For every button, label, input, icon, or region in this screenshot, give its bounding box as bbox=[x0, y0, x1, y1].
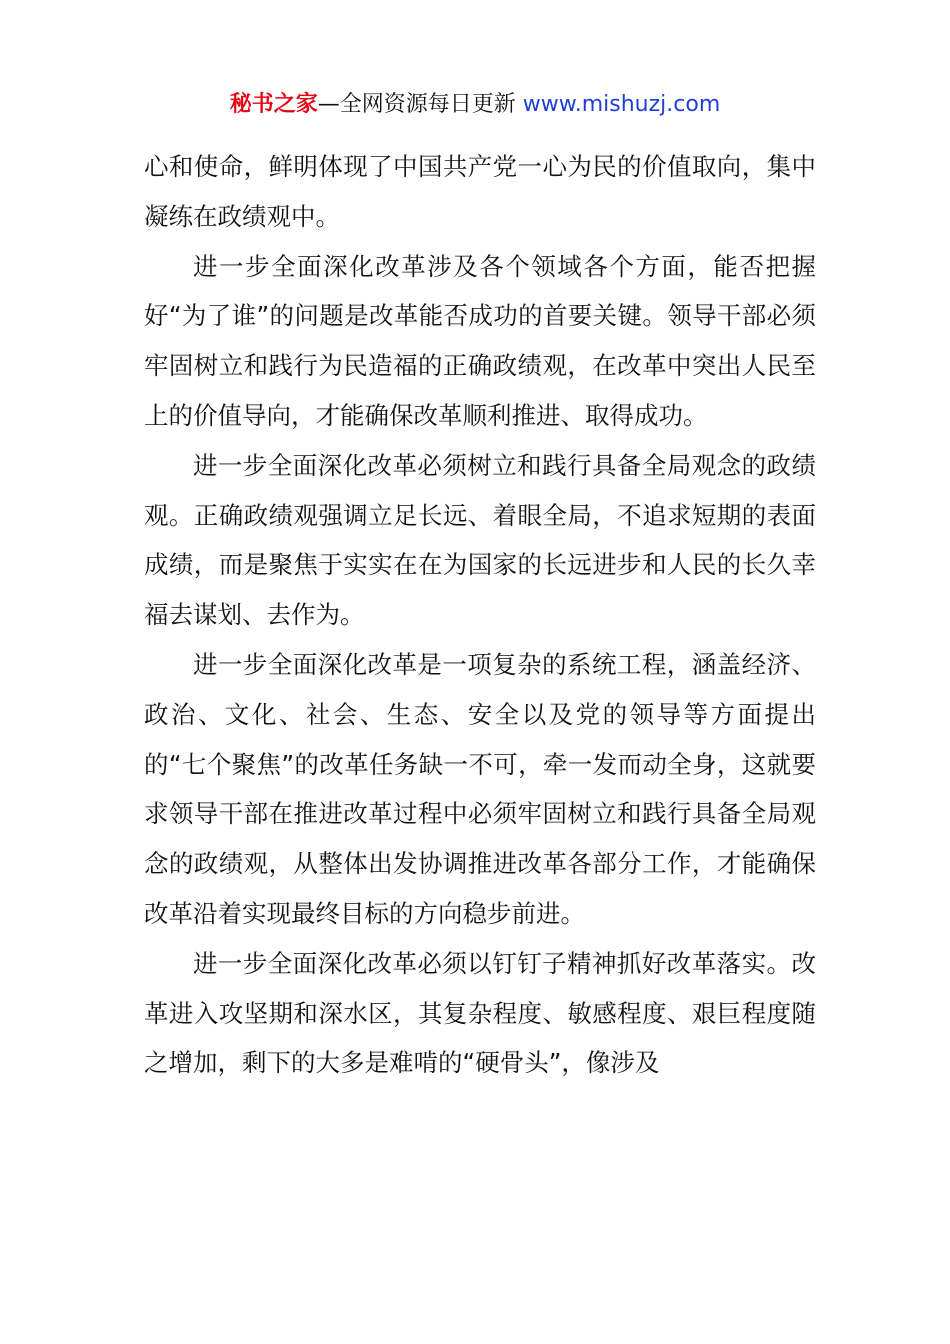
paragraph: 进一步全面深化改革必须以钉钉子精神抓好改革落实。改革进入攻坚期和深水区，其复杂程度、敏感程度、艰巨程度随之增加，剩下的大多是难啃的“硬骨头”，像涉及 bbox=[144, 948, 816, 1078]
paragraph: 进一步全面深化改革涉及各个领域各个方面，能否把握好“为了谁”的问题是改革能否成功的首要关键。领导干部必须牢固树立和践行为民造福的正确政绩观，在改革中突出人民至上的价值导向，才能确保改革顺利推进、取得成功。 bbox=[144, 251, 816, 430]
site-brand: 秘书之家 bbox=[229, 92, 318, 117]
document-body bbox=[144, 142, 816, 1088]
site-slogan: —全网资源每日更新 bbox=[317, 92, 516, 117]
site-url-link[interactable]: www.mishuzj.com bbox=[522, 92, 721, 117]
paragraph: 进一步全面深化改革是一项复杂的系统工程，涵盖经济、政治、文化、社会、生态、安全以及党的领导等方面提出的“七个聚焦”的改革任务缺一不可，牵一发而动全身，这就要求领导干部在推进改革过程中必须牢固树立和践行具备全局观念的政绩观，从整体出发协调推进改革各部分工作，才能确保改革沿着实现最终目标的方向稳步前进。 bbox=[144, 649, 816, 928]
page-header bbox=[0, 88, 950, 122]
paragraph-continued: 心和使命，鲜明体现了中国共产党一心为民的价值取向，集中凝练在政绩观中。 bbox=[144, 152, 816, 231]
paragraph: 进一步全面深化改革必须树立和践行具备全局观念的政绩观。正确政绩观强调立足长远、着眼全局，不追求短期的表面成绩，而是聚焦于实实在在为国家的长远进步和人民的长久幸福去谋划、去作为。 bbox=[144, 450, 816, 630]
